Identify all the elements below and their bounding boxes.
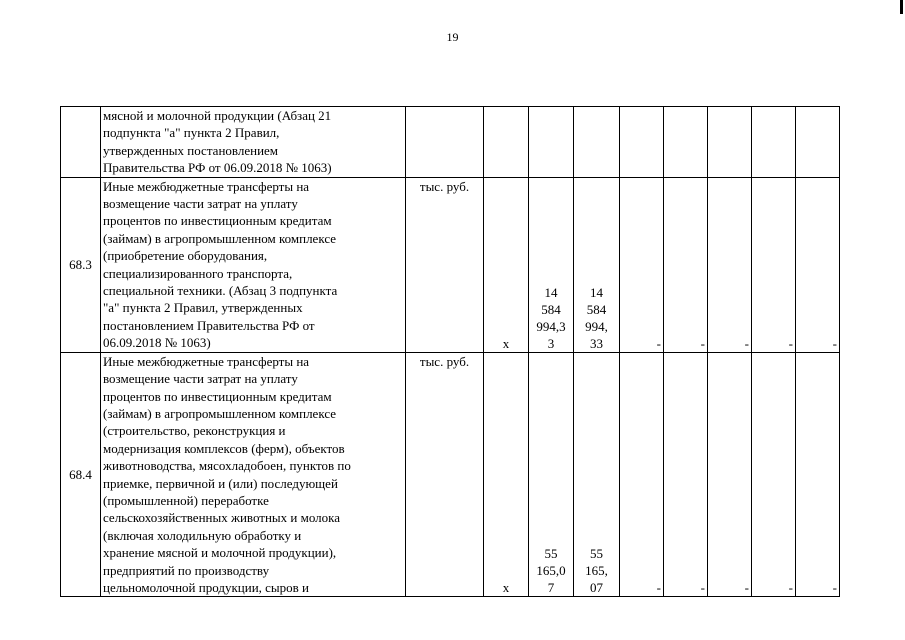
- dash-cell: -: [796, 177, 840, 352]
- indicator-name-line: (займам) в агропромышленном комплексе: [103, 405, 337, 421]
- dash-cell: -: [796, 352, 840, 597]
- amount-line: 994,3: [536, 318, 566, 334]
- indicator-name-line: подпункта "а" пункта 2 Правил,: [103, 125, 280, 141]
- page-number: 19: [446, 30, 459, 44]
- amount-cell-1: [529, 177, 574, 352]
- amount-line: 33: [590, 335, 603, 351]
- indicator-name-cell: [101, 107, 406, 178]
- amount-cell-1: [529, 352, 574, 597]
- amount-line: 55: [590, 546, 603, 562]
- x-cell: х: [484, 177, 529, 352]
- amount-line: 165,: [585, 563, 608, 579]
- indicator-name-line: животноводства, мясохладобоен, пунктов по: [103, 458, 351, 474]
- dash-cell: -: [708, 177, 752, 352]
- dash-cell: -: [620, 352, 664, 597]
- table-body: [61, 107, 840, 597]
- row-number-cell: 68.4: [61, 352, 101, 597]
- x-cell: [484, 107, 529, 178]
- indicator-name-line: Иные межбюджетные трансферты на: [103, 353, 310, 369]
- amount-line: 994,: [585, 318, 608, 334]
- unit-cell: тыс. руб.: [406, 352, 484, 597]
- indicator-name-line: сельскохозяйственных животных и молока: [103, 510, 341, 526]
- row-number-cell: [61, 107, 101, 178]
- dash-cell: -: [664, 177, 708, 352]
- indicator-name-line: (строительство, реконструкция и: [103, 423, 286, 439]
- amount-line: 55: [544, 546, 558, 562]
- indicator-name-line: Иные межбюджетные трансферты на: [103, 178, 310, 194]
- indicator-name-line: мясной и молочной продукции (Абзац 21: [103, 108, 332, 123]
- indicator-name-line: хранение мясной и молочной продукции),: [103, 545, 337, 561]
- dash-cell: -: [752, 352, 796, 597]
- indicator-name-line: цельномолочной продукции, сыров и: [103, 579, 309, 595]
- indicator-name-line: процентов по инвестиционным кредитам: [103, 213, 332, 229]
- amount-line: 07: [590, 580, 603, 596]
- amount-cell-2: [574, 352, 620, 597]
- indicator-name-line: возмещение части затрат на уплату: [103, 196, 298, 212]
- amount-cell-2: [574, 177, 620, 352]
- amount-line: 584: [586, 301, 607, 317]
- indicator-name-line: (промышленной) переработке: [103, 492, 269, 508]
- dash-cell: -: [752, 177, 796, 352]
- indicator-name-line: процентов по инвестиционным кредитам: [103, 388, 332, 404]
- dash-cell: [664, 107, 708, 178]
- amount-line: 7: [547, 580, 555, 596]
- dash-cell: [708, 107, 752, 178]
- indicator-name-line: специальной техники. (Абзац 3 подпункта: [103, 283, 338, 299]
- indicator-name-line: специализированного транспорта,: [103, 265, 293, 281]
- table-row: [61, 107, 840, 178]
- indicator-name-line: модернизация комплексов (ферм), объектов: [103, 440, 345, 456]
- amount-cell-2: [574, 107, 620, 178]
- table-row: [61, 352, 840, 597]
- indicator-name-line: 06.09.2018 № 1063): [103, 335, 211, 351]
- indicator-name-line: приемке, первичной и (или) последующей: [103, 475, 338, 491]
- indicator-name-line: постановлением Правительства РФ от: [103, 317, 315, 333]
- amount-cell-1: [529, 107, 574, 178]
- indicator-name-line: (включая холодильную обработку и: [103, 527, 302, 543]
- indicator-name-line: утвержденных постановлением: [103, 142, 279, 158]
- dash-cell: [620, 107, 664, 178]
- row-number-cell: 68.3: [61, 177, 101, 352]
- dash-cell: -: [708, 352, 752, 597]
- amount-line: 165,0: [536, 563, 566, 579]
- budget-table: [60, 106, 840, 597]
- amount-line: 14: [544, 284, 558, 300]
- dash-cell: [796, 107, 840, 178]
- unit-cell: тыс. руб.: [406, 177, 484, 352]
- amount-line: 584: [541, 301, 561, 317]
- indicator-name-cell: [101, 177, 406, 352]
- indicator-name-line: возмещение части затрат на уплату: [103, 371, 298, 387]
- indicator-name-line: "а" пункта 2 Правил, утвержденных: [103, 300, 303, 316]
- dash-cell: -: [620, 177, 664, 352]
- dash-cell: -: [664, 352, 708, 597]
- amount-line: 3: [547, 335, 555, 351]
- indicator-name-line: (приобретение оборудования,: [103, 248, 268, 264]
- indicator-name-line: (займам) в агропромышленном комплексе: [103, 230, 337, 246]
- unit-cell: [406, 107, 484, 178]
- scan-edge-mark: [900, 0, 903, 14]
- dash-cell: [752, 107, 796, 178]
- x-cell: х: [484, 352, 529, 597]
- table-row: [61, 177, 840, 352]
- amount-line: 14: [590, 284, 603, 300]
- indicator-name-line: предприятий по производству: [103, 562, 270, 578]
- indicator-name-line: Правительства РФ от 06.09.2018 № 1063): [103, 160, 332, 176]
- indicator-name-cell: [101, 352, 406, 597]
